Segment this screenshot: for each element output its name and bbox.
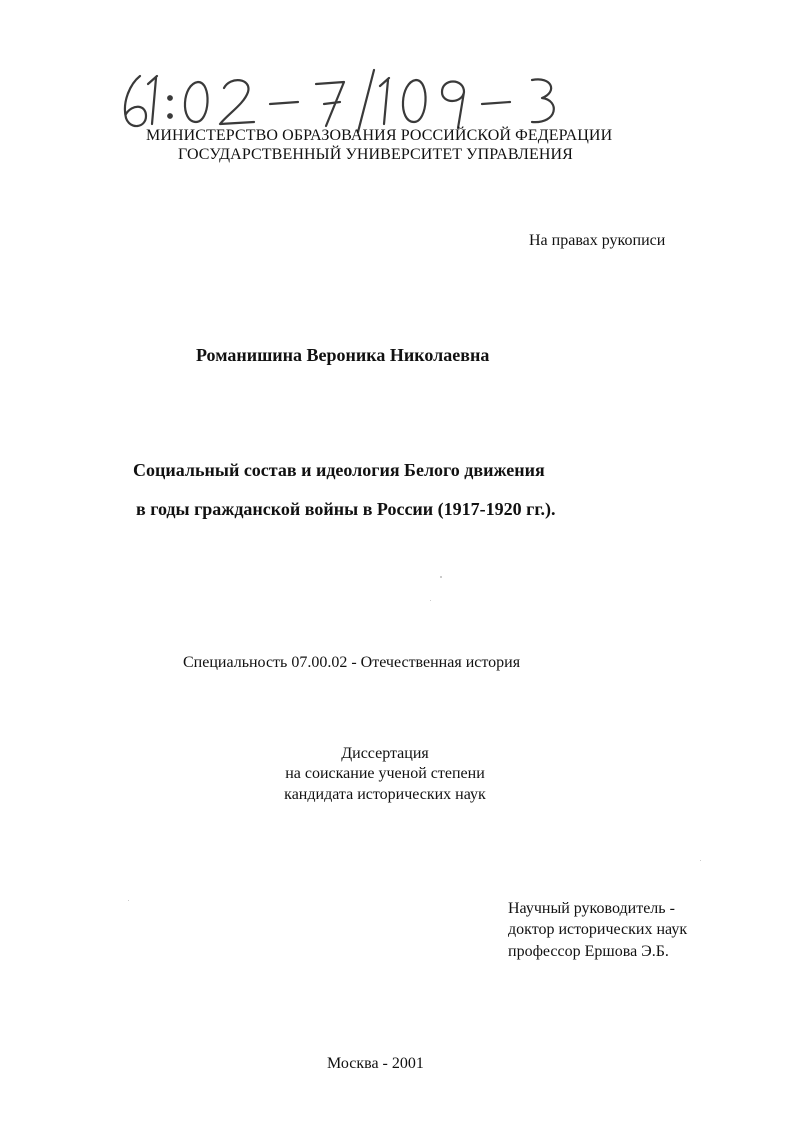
dissertation-label: Диссертация [341,745,429,762]
handwritten-number-drawing [112,58,572,138]
degree-purpose-line: на соискание ученой степени [285,765,485,782]
scan-speck [700,860,701,861]
city-year: Москва - 2001 [327,1055,424,1072]
dissertation-title-line-1: Социальный состав и идеология Белого движения [133,460,545,480]
scan-speck [440,576,442,578]
dissertation-title-line-2: в годы гражданской войны в России (1917-1920 гг.). [136,499,556,519]
scan-speck [128,900,129,901]
scan-speck [430,600,431,601]
rights-note: На правах рукописи [529,232,666,249]
specialty-line: Специальность 07.00.02 - Отечественная история [183,654,521,671]
university-heading: ГОСУДАРСТВЕННЫЙ УНИВЕРСИТЕТ УПРАВЛЕНИЯ [178,146,573,163]
supervisor-role: Научный руководитель - [508,900,675,917]
handwritten-archive-number [112,58,572,138]
author-name: Романишина Вероника Николаевна [196,345,490,365]
degree-name-line: кандидата исторических наук [284,786,486,803]
supervisor-degree: доктор исторических наук [508,921,688,938]
ministry-heading: МИНИСТЕРСТВО ОБРАЗОВАНИЯ РОССИЙСКОЙ ФЕДЕРАЦИИ [146,127,613,144]
supervisor-name: профессор Ершова Э.Б. [508,943,669,960]
